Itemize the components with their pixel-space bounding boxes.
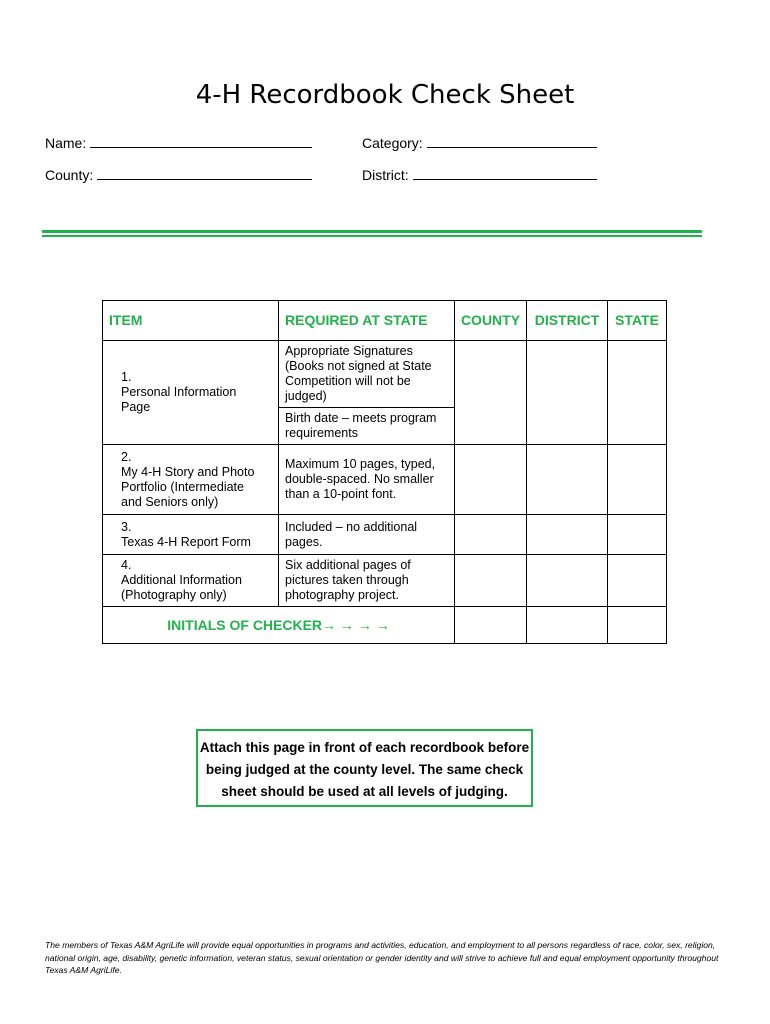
district-check-cell[interactable] [527,445,608,515]
state-check-cell[interactable] [608,445,667,515]
state-initials-cell[interactable] [608,607,667,644]
table-row [103,515,667,555]
header-state: STATE [608,301,667,341]
county-field [45,166,312,183]
table-row [103,445,667,515]
item-number: 3. [121,519,132,534]
header-item: ITEM [103,301,279,341]
county-blank[interactable] [97,166,312,180]
requirement-cell: Included – no additional pages. [279,515,455,555]
requirement-cell: Birth date – meets program requirements [279,408,455,445]
page-title: 4-H Recordbook Check Sheet [195,80,575,110]
item-number: 2. [121,449,132,464]
requirement-cell: Maximum 10 pages, typed, double-spaced. No smaller than a 10-point font. [279,445,455,515]
category-label: Category: [362,135,423,151]
district-label: District: [362,167,409,183]
check-table [102,300,667,644]
item-cell [103,555,279,607]
category-blank[interactable] [427,134,597,148]
county-check-cell[interactable] [455,445,527,515]
header-district: DISTRICT [527,301,608,341]
header-county: COUNTY [455,301,527,341]
item-label: Personal Information Page [121,385,237,414]
initials-row [103,607,667,644]
county-label: County: [45,167,94,183]
item-number: 4. [121,558,132,572]
district-check-cell[interactable] [527,515,608,555]
district-blank[interactable] [413,166,597,180]
table-header-row [103,301,667,341]
divider-thin [42,235,702,237]
district-field [362,166,597,183]
county-check-cell[interactable] [455,515,527,555]
item-label: My 4-H Story and Photo Portfolio (Intermediate and Seniors only) [121,464,255,509]
divider-thick [42,230,702,233]
header-required: REQUIRED AT STATE [279,301,455,341]
requirement-cell: Six additional pages of pictures taken through photography project. [279,555,455,607]
item-cell [103,341,279,445]
item-cell [103,445,279,515]
county-check-cell[interactable] [455,341,527,445]
category-field [362,134,597,151]
district-initials-cell[interactable] [527,607,608,644]
item-number: 1. [121,370,132,384]
state-check-cell[interactable] [608,555,667,607]
district-check-cell[interactable] [527,555,608,607]
table-row [103,341,667,408]
state-check-cell[interactable] [608,341,667,445]
county-check-cell[interactable] [455,555,527,607]
equal-opportunity-footer: The members of Texas A&M AgriLife will provide equal opportunities in programs and activities, education, and employment to all persons regardless of race, color, sex, religion, national origin, age, disability, genetic information, veteran status, sexual orientation or gender identity and will strive to achieve full and equal employment opportunity throughout Texas A&M AgriLife. [45,940,719,975]
item-label: Additional Information (Photography only) [121,573,242,602]
district-check-cell[interactable] [527,341,608,445]
initials-of-checker-label: INITIALS OF CHECKER→ → → → [103,607,455,644]
name-blank[interactable] [90,134,312,148]
name-field [45,134,312,151]
table-row [103,555,667,607]
requirement-cell: Appropriate Signatures (Books not signed at State Competition will not be judged) [279,341,455,408]
item-label: Texas 4-H Report Form [121,534,251,549]
attach-notice-box [196,729,533,807]
name-label: Name: [45,135,87,151]
item-cell [103,515,279,555]
state-check-cell[interactable] [608,515,667,555]
attach-notice-text: Attach this page in front of each recordbook before being judged at the county level. The same check sheet should be used at all levels of judging. [199,740,530,799]
county-initials-cell[interactable] [455,607,527,644]
